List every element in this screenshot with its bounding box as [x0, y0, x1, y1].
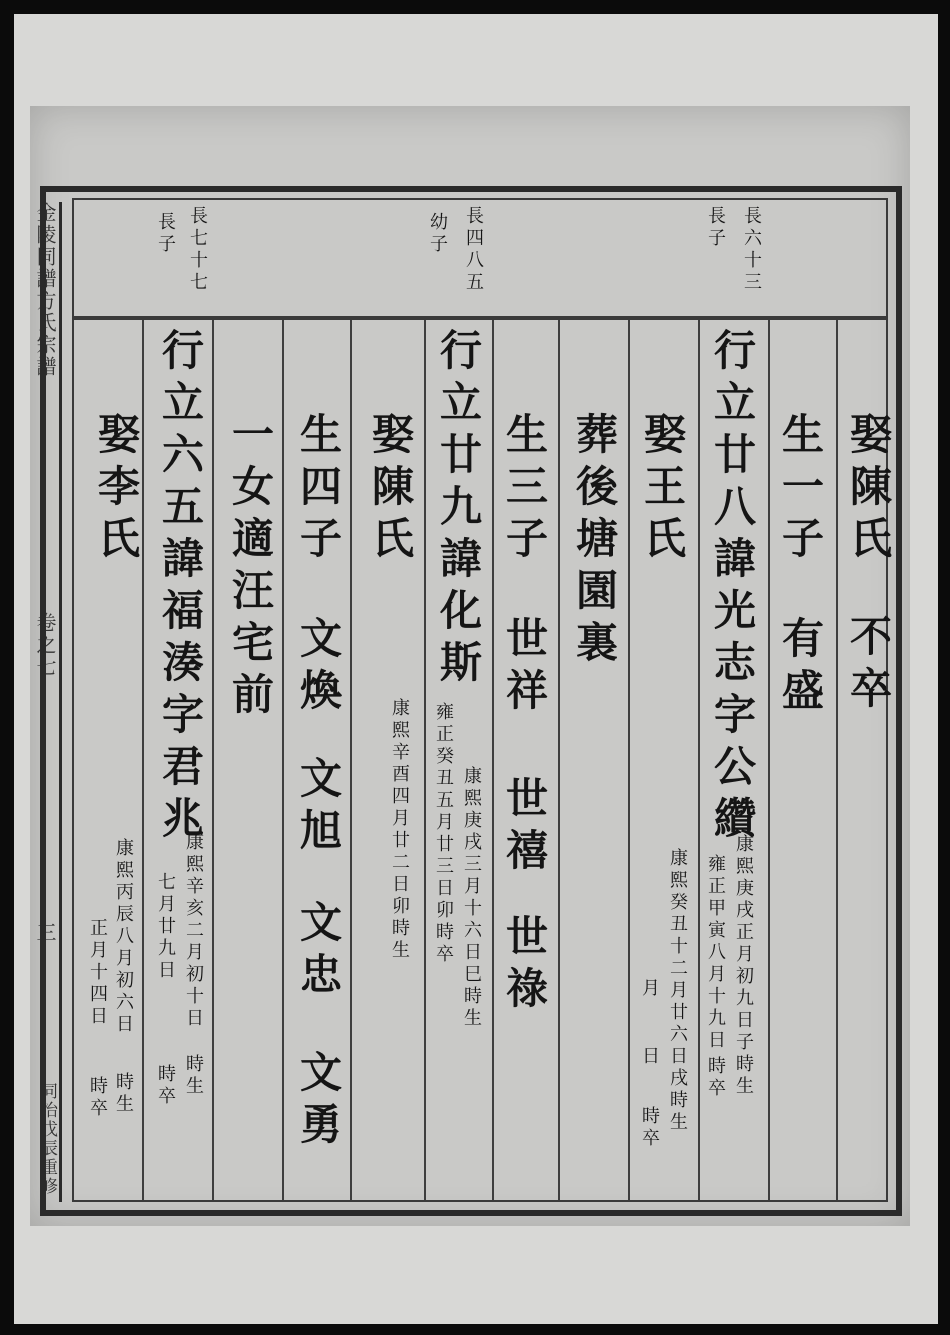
col6-child-3: 世祿 — [500, 914, 549, 1018]
header-right-rank: 長六十三 — [741, 206, 762, 294]
col6-child-2: 世禧 — [500, 776, 549, 880]
col11-death-tail: 時卒 — [155, 1064, 176, 1108]
col3-person: 行立廿八諱光志字公纘 — [708, 328, 757, 848]
header-left-role: 長子 — [155, 212, 176, 256]
header-mid-rank: 長四八五 — [463, 206, 484, 294]
col13-spouse: 娶李氏 — [92, 412, 141, 568]
col8-spouse: 娶陳氏 — [366, 412, 415, 568]
col5-burial: 葬後塘園裏 — [570, 412, 619, 672]
col12-birth: 康熙丙辰八月初六日 — [113, 838, 134, 1036]
col11-death: 七月廿九日 — [155, 872, 176, 982]
col4-birth: 康熙癸丑十二月廿六日戌時生 — [667, 848, 688, 1134]
col3-death: 雍正甲寅八月十九日 — [705, 854, 726, 1052]
col9-child-3: 文忠 — [294, 900, 343, 1004]
col3-birth: 康熙庚戌正月初九日子時生 — [733, 834, 754, 1098]
column-rule — [282, 320, 284, 1200]
col9-child-2: 文旭 — [294, 756, 343, 860]
col1-note: 不卒 — [844, 614, 893, 718]
col4-spouse: 娶王氏 — [638, 412, 687, 568]
col4-death-day: 日 — [639, 1046, 660, 1068]
spine-revision-note: 同治戊辰重修 — [37, 1082, 57, 1196]
col9-child-1: 文煥 — [294, 616, 343, 720]
column-rule — [628, 320, 630, 1200]
col4-death-month: 月 — [639, 978, 660, 1000]
col1-spouse: 娶陳氏 — [844, 412, 893, 568]
column-rule — [212, 320, 214, 1200]
header-mid-role: 幼子 — [427, 212, 448, 256]
col2-child-name: 有盛 — [776, 616, 825, 720]
col7-person: 行立廿九諱化斯 — [434, 328, 483, 692]
col12-birth-tail: 時生 — [113, 1072, 134, 1116]
genealogy-page — [30, 106, 910, 1226]
spine-title: 金陵同譜方氏宗譜 — [33, 202, 57, 378]
column-rule — [698, 320, 700, 1200]
col2-children: 生一子 — [776, 412, 825, 568]
spine-volume: 卷之七 — [33, 612, 57, 678]
col3-death-tail: 時卒 — [705, 1056, 726, 1100]
col7-death: 雍正癸丑五月廿三日卯時卒 — [433, 702, 454, 966]
column-rule — [558, 320, 560, 1200]
col12-death-tail: 時卒 — [87, 1076, 108, 1120]
col11-birth-tail: 時生 — [183, 1054, 204, 1098]
col6-child-1: 世祥 — [500, 616, 549, 720]
col10-daughter: 一女適汪宅前 — [226, 412, 275, 724]
spine-page-number: 三 — [33, 922, 57, 944]
col11-person: 行立六五諱福湊字君兆 — [156, 328, 205, 848]
col9-children: 生四子 — [294, 412, 343, 568]
col4-death-tail: 時卒 — [639, 1106, 660, 1150]
column-rule — [424, 320, 426, 1200]
col7-birth: 康熙庚戌三月十六日巳時生 — [461, 766, 482, 1030]
header-left-rank: 長七十七 — [187, 206, 208, 294]
col6-children: 生三子 — [500, 412, 549, 568]
header-right-role: 長子 — [705, 206, 726, 250]
col9-child-4: 文勇 — [294, 1050, 343, 1154]
column-rule — [350, 320, 352, 1200]
col8-birth: 康熙辛酉四月廿二日卯時生 — [389, 698, 410, 962]
col12-death: 正月十四日 — [87, 918, 108, 1028]
col11-birth: 康熙辛亥二月初十日 — [183, 832, 204, 1030]
